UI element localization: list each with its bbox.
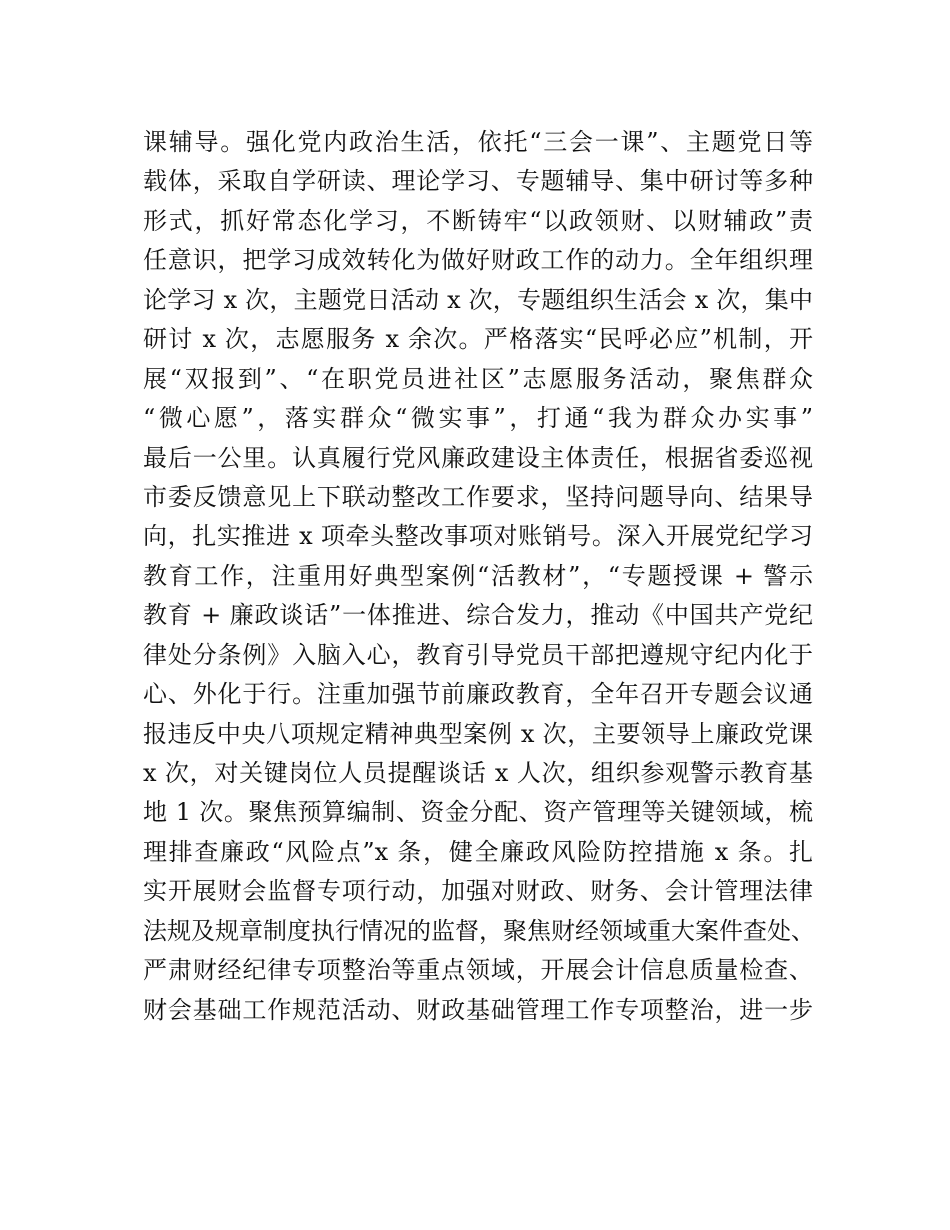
text-line: 教育 + 廉政谈话”一体推进、综合发力，推动《中国共产党纪 [143,601,813,630]
text-line: 律处分条例》入脑入心，教育引导党员干部把遵规守纪内化于 [143,640,813,669]
text-line: 市委反馈意见上下联动整改工作要求，坚持问题导向、结果导 [143,482,813,511]
text-line: 财会基础工作规范活动、财政基础管理工作专项整治，进一步 [143,995,813,1024]
text-line: 严肃财经纪律专项整治等重点领域，开展会计信息质量检查、 [143,956,813,985]
text-line: 课辅导。强化党内政治生活，依托“三会一课”、主题党日等 [143,128,813,156]
text-line: 任意识，把学习成效转化为做好财政工作的动力。全年组织理 [143,246,813,275]
text-line: 研讨 x 次，志愿服务 x 余次。严格落实“民呼必应”机制，开 [143,325,813,354]
text-line: 实开展财会监督专项行动，加强对财政、财务、会计管理法律 [143,877,813,906]
text-line: 向，扎实推进 x 项牵头整改事项对账销号。深入开展党纪学习 [143,522,813,551]
text-line: 地 1 次。聚焦预算编制、资金分配、资产管理等关键领域，梳 [143,798,813,827]
text-line: 展“双报到”、“在职党员进社区”志愿服务活动，聚焦群众 [143,364,813,393]
text-line: 论学习 x 次，主题党日活动 x 次，专题组织生活会 x 次，集中 [143,285,813,314]
text-line: 教育工作，注重用好典型案例“活教材”，“专题授课 + 警示 [143,561,813,590]
body-paragraph [143,123,813,1030]
text-line: 心、外化于行。注重加强节前廉政教育，全年召开专题会议通 [143,680,813,709]
text-line: x 次，对关键岗位人员提醒谈话 x 人次，组织参观警示教育基 [143,759,813,787]
text-line: 法规及规章制度执行情况的监督，聚焦财经领域重大案件查处、 [143,916,815,945]
text-line: 最后一公里。认真履行党风廉政建设主体责任，根据省委巡视 [143,443,813,472]
text-line: 报违反中央八项规定精神典型案例 x 次，主要领导上廉政党课 [143,719,813,748]
text-line: 载体，采取自学研读、理论学习、专题辅导、集中研讨等多种 [143,167,813,196]
text-line: “微心愿”，落实群众“微实事”，打通“我为群众办实事” [143,404,813,433]
text-line: 形式，抓好常态化学习，不断铸牢“以政领财、以财辅政”责 [143,206,813,235]
text-line: 理排查廉政“风险点”x 条，健全廉政风险防控措施 x 条。扎 [143,837,813,866]
